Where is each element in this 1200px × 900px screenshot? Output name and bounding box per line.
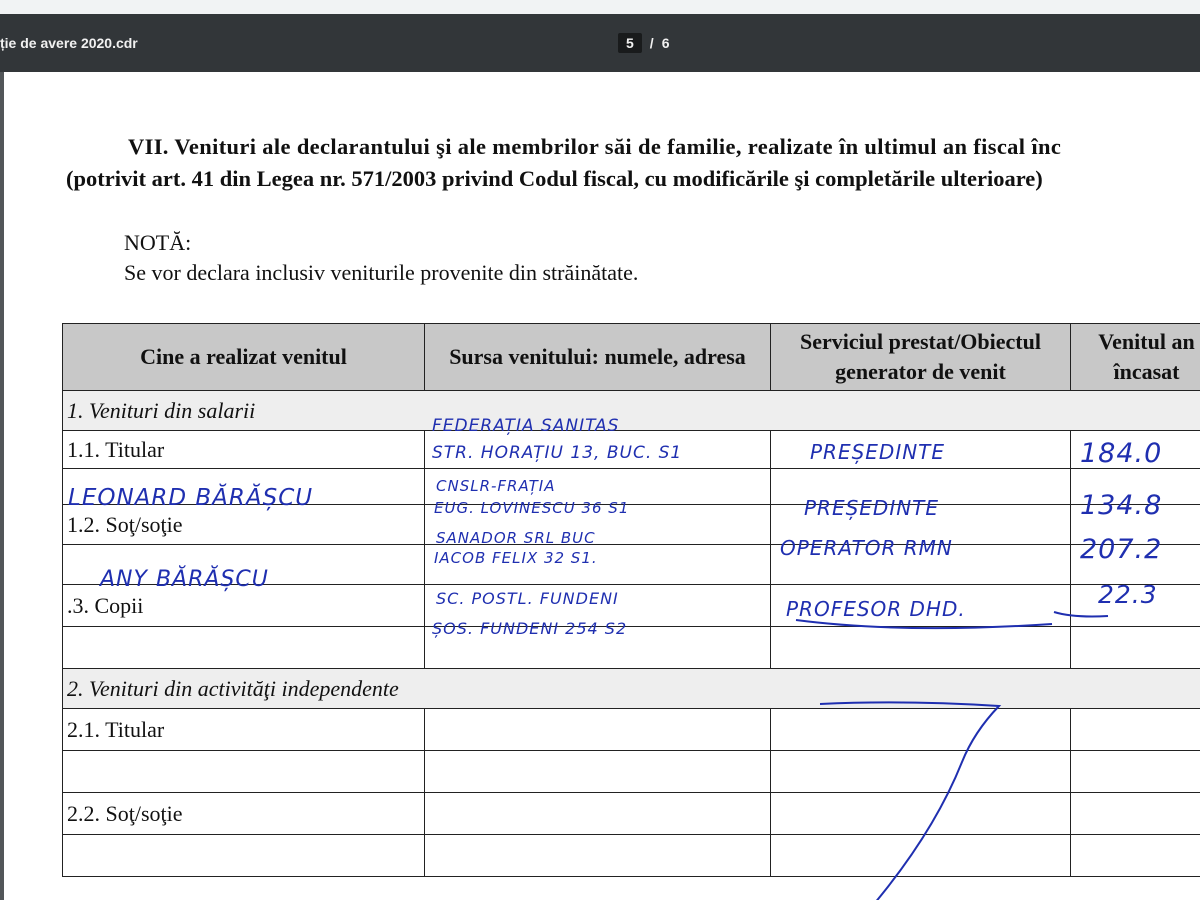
document-title: ție de avere 2020.cdr bbox=[0, 35, 138, 51]
header-income: Venitul an încasat bbox=[1071, 324, 1200, 391]
section-subheading: (potrivit art. 41 din Legea nr. 571/2003 privind Codul fiscal, cu modificările şi completările ulterioare) bbox=[66, 166, 1043, 191]
document-page bbox=[4, 72, 1200, 900]
page-indicator bbox=[618, 33, 669, 53]
row-label: .3. Copii bbox=[63, 585, 425, 627]
handwritten-source-1b: STR. HORAȚIU 13, BUC. S1 bbox=[432, 443, 683, 463]
header-who: Cine a realizat venitul bbox=[63, 324, 425, 391]
handwritten-income-1: 184.0 bbox=[1080, 438, 1163, 469]
handwritten-service-2: PREȘEDINTE bbox=[804, 496, 940, 520]
pdf-viewer-toolbar bbox=[0, 14, 1200, 72]
row-label: 2.1. Titular bbox=[63, 709, 425, 751]
header-source: Sursa venitului: numele, adresa bbox=[425, 324, 771, 391]
handwritten-source-4a: SC. POSTL. FUNDENI bbox=[436, 589, 619, 608]
handwritten-income-2: 134.8 bbox=[1080, 490, 1163, 521]
row-label: 1.2. Soţ/soţie bbox=[63, 505, 425, 545]
total-pages: 6 bbox=[661, 35, 670, 51]
header-service: Serviciul prestat/Obiectul generator de venit bbox=[771, 324, 1071, 391]
handwritten-service-4: PROFESOR DHD. bbox=[786, 597, 966, 621]
handwritten-source-3b: IACOB FELIX 32 S1. bbox=[434, 549, 598, 567]
handwritten-source-1a: FEDERAȚIA SANITAS bbox=[432, 416, 620, 436]
nota-text: Se vor declara inclusiv veniturile provenite din străinătate. bbox=[124, 260, 639, 285]
handwritten-service-1: PREȘEDINTE bbox=[810, 440, 946, 464]
row-label: 1.1. Titular bbox=[63, 431, 425, 469]
handwritten-source-3a: SANADOR SRL BUC bbox=[436, 529, 596, 547]
section-label: 1. Venituri din salarii bbox=[63, 391, 1200, 431]
pen-cancel-stroke bbox=[4, 72, 1200, 900]
document-viewport[interactable] bbox=[0, 72, 1200, 900]
nota-label: NOTĂ: bbox=[124, 230, 192, 255]
row-label: 2.2. Soţ/soţie bbox=[63, 793, 425, 835]
handwritten-name-sotie: ANY BĂRĂȘCU bbox=[100, 567, 269, 592]
handwritten-source-2b: EUG. LOVINESCU 36 S1 bbox=[434, 499, 630, 517]
handwritten-source-4b: ȘOS. FUNDENI 254 S2 bbox=[432, 619, 628, 638]
section-heading: VII. Venituri ale declarantului şi ale membrilor săi de familie, realizate în ultimul an fiscal înc bbox=[128, 134, 1062, 159]
browser-top-strip bbox=[0, 0, 1200, 15]
handwritten-income-4: 22.3 bbox=[1098, 580, 1158, 609]
handwritten-service-3: OPERATOR RMN bbox=[780, 536, 953, 560]
handwritten-name-titular: LEONARD BĂRĂȘCU bbox=[68, 485, 314, 511]
handwritten-income-3: 207.2 bbox=[1080, 534, 1163, 565]
page-separator: / bbox=[649, 35, 654, 51]
handwritten-source-2a: CNSLR-FRAȚIA bbox=[436, 477, 556, 495]
current-page-input[interactable]: 5 bbox=[618, 33, 642, 53]
section-label: 2. Venituri din activităţi independente bbox=[63, 669, 1200, 709]
